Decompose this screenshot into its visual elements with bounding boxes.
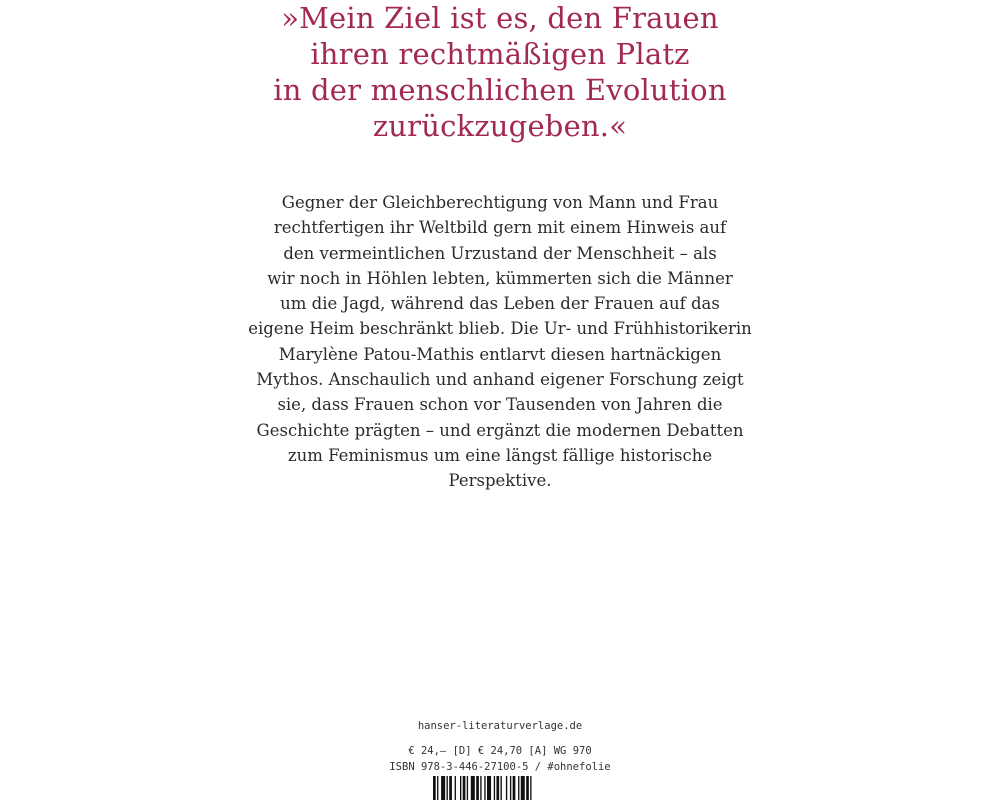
blurb-text [240,190,760,494]
blurb-line: Perspektive. [448,471,552,491]
blurb-line: Mythos. Anschaulich und anhand eigener Forschung zeigt [256,370,744,390]
barcode-bar [518,776,519,800]
blurb-line: sie, dass Frauen schon vor Tausenden von Jahren die [277,395,723,415]
barcode-bar [437,776,438,800]
publisher-website: hanser-literaturverlage.de [417,720,583,732]
barcode-bar [455,776,456,800]
barcode-bar [521,776,525,800]
barcode-bar [467,776,468,800]
blurb-line: Marylène Patou-Mathis entlarvt diesen hartnäckigen [278,344,722,364]
quote-line: in der menschlichen Evolution [273,73,727,107]
barcode-bar [476,776,479,800]
barcode-bar [449,776,452,800]
barcode [433,776,569,800]
barcode-bar [484,776,485,800]
isbn-line: ISBN 978-3-446-27100-5 / #ohnefolie [389,761,611,773]
barcode-bar [447,776,448,800]
barcode-bar [530,776,531,800]
quote-line: ihren rechtmäßigen Platz [310,37,690,71]
barcode-bar [501,776,502,800]
barcode-bar [510,776,511,800]
quote-line: »Mein Ziel ist es, den Frauen [281,1,719,35]
publisher-imprint [350,718,650,775]
barcode-bar [460,776,461,800]
blurb-line: wir noch in Höhlen lebten, kümmerten sich die Männer [267,268,733,288]
blurb-line: um die Jagd, während das Leben der Frauen auf das [280,294,720,314]
quote-line: zurückzugeben.« [372,109,628,143]
blurb-line: Geschichte prägten – und ergänzt die modernen Debatten [256,420,744,440]
barcode-bar [433,776,436,800]
barcode-bar [496,776,499,800]
barcode-bar [513,776,516,800]
blurb-line: zum Feminismus um eine längst fällige historische [287,445,713,465]
barcode-bar [441,776,445,800]
barcode-bar [471,776,475,800]
barcode-bar [494,776,495,800]
blurb-line: Gegner der Gleichberechtigung von Mann und Frau [281,193,719,212]
blurb-line: den vermeintlichen Urzustand der Menschheit – als [283,243,717,263]
barcode-bar [480,776,481,800]
blurb-line: eigene Heim beschränkt blieb. Die Ur- und Frühhistorikerin [248,319,752,339]
price-line: € 24,– [D] € 24,70 [A] WG 970 [408,745,592,757]
barcode-bar [526,776,529,800]
barcode-bar [487,776,491,800]
blurb-line: rechtfertigen ihr Weltbild gern mit einem Hinweis auf [273,218,727,238]
pull-quote [0,0,1000,144]
barcode-bar [506,776,507,800]
barcode-bar [463,776,466,800]
